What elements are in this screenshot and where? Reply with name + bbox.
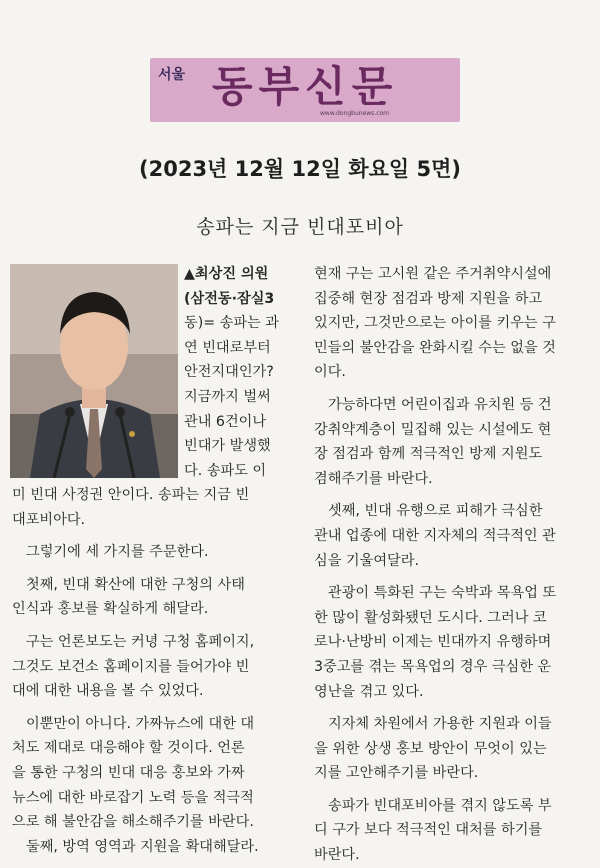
- paragraph: [314, 712, 596, 786]
- text-line: 연 빈대로부터: [184, 339, 271, 356]
- text-line: 안전지대인가?: [184, 364, 274, 381]
- text-line: 관내 6건이나: [184, 413, 267, 430]
- text-line: 강취약계층이 밀집해 있는 시설에도 현: [314, 421, 552, 438]
- text-line: 가능하다면 어린이집과 유치원 등 건: [328, 396, 552, 413]
- text-line: 한 많이 활성화됐던 도시다. 그러나 코: [314, 609, 547, 626]
- paragraph: [12, 573, 300, 622]
- masthead-url: www.dongbunews.com: [320, 110, 390, 117]
- portrait-image: [10, 264, 178, 478]
- article-headline: 송파는 지금 빈대포비아: [196, 216, 404, 238]
- text-line: (삼전동·잠실3: [184, 290, 275, 307]
- text-line: 그것도 보건소 홈페이지를 들어가야 빈: [12, 658, 250, 675]
- text-line: 3중고를 겪는 목욕업의 경우 극심한 운: [314, 658, 552, 675]
- text-line: 민들의 불안감을 완화시킬 수는 없을 것: [314, 339, 556, 356]
- text-line: 구는 언론보도는 커녕 구청 홈페이지,: [26, 633, 255, 650]
- text-line: 디 구가 보다 적극적인 대처를 하기를: [314, 822, 543, 839]
- paragraph: [314, 581, 596, 704]
- paragraph: [314, 499, 596, 573]
- text-line: 빈대가 발생했: [184, 438, 271, 455]
- paragraph: [314, 262, 596, 385]
- author-photo: [10, 264, 178, 478]
- text-line: 로나·난방비 이제는 빈대까지 유행하며: [314, 634, 552, 651]
- article-left-column: [12, 483, 300, 859]
- text-line: 대포비아다.: [12, 511, 86, 528]
- text-line: 바란다.: [314, 847, 360, 864]
- text-line: 처도 제대로 대응해야 할 것이다. 언론: [12, 740, 245, 757]
- text-line: 겸해주기를 바란다.: [314, 470, 433, 487]
- paragraph: [12, 630, 300, 704]
- text-line: 관광이 특화된 구는 숙박과 목욕업 또: [328, 585, 557, 602]
- text-line: 동)= 송파는 과: [184, 315, 279, 332]
- masthead-name: 동부신문: [212, 62, 399, 111]
- text-line: 지자체 차원에서 가용한 지원과 이들: [328, 716, 552, 733]
- paragraph: [12, 540, 300, 565]
- text-line: 이뿐만이 아니다. 가짜뉴스에 대한 대: [26, 715, 255, 732]
- text-line: 그렇기에 세 가지를 주문한다.: [26, 544, 209, 561]
- paragraph: [314, 794, 596, 868]
- article-right-column: [314, 262, 596, 868]
- text-line: 뉴스에 대한 바로잡기 노력 등을 적극적: [12, 789, 254, 806]
- article-intro-wrap: [184, 262, 296, 483]
- text-line: 둘째, 방역 영역과 지원을 확대해달라.: [26, 838, 259, 855]
- text-line: 대에 대한 내용을 볼 수 있었다.: [12, 683, 204, 700]
- text-line: 을 위한 상생 홍보 방안이 무엇이 있는: [314, 740, 547, 757]
- text-line: 다. 송파도 이: [184, 462, 267, 479]
- text-line: 미 빈대 사정권 안이다. 송파는 지금 빈: [12, 487, 250, 503]
- text-line: 현재 구는 고시원 같은 주거취약시설에: [314, 266, 552, 282]
- dateline: (2023년 12월 12일 화요일 5면): [139, 157, 461, 181]
- paragraph: [314, 393, 596, 491]
- paragraph: [12, 483, 300, 532]
- masthead-logo: [150, 58, 460, 122]
- text-line: 영난을 겪고 있다.: [314, 683, 424, 700]
- text-line: 이다.: [314, 364, 346, 381]
- text-line: 셋째, 빈대 유행으로 피해가 극심한: [328, 503, 543, 520]
- text-line: 송파가 빈대포비아를 겪지 않도록 부: [328, 797, 552, 814]
- text-line: 심을 기울여달라.: [314, 552, 419, 569]
- text-line: 지를 고안해주기를 바란다.: [314, 765, 479, 782]
- text-line: 인식과 홍보를 확실하게 해달라.: [12, 601, 209, 618]
- text-line: 장 점검과 함께 적극적인 방제 지원도: [314, 446, 543, 463]
- paragraph: [12, 712, 300, 835]
- text-line: 지금까지 벌써: [184, 388, 271, 405]
- paragraph: [12, 835, 300, 860]
- text-line: 있지만, 그것만으로는 아이를 키우는 구: [314, 315, 556, 332]
- text-line: 을 통한 구청의 빈대 대응 홍보와 가짜: [12, 764, 245, 781]
- text-line: ▲최상진 의원: [184, 266, 269, 282]
- text-line: 관내 업종에 대한 지자체의 적극적인 관: [314, 527, 556, 544]
- masthead-small-text: 서울: [158, 67, 186, 83]
- text-line: 첫째, 빈대 확산에 대한 구청의 사태: [26, 576, 245, 593]
- text-line: 집중해 현장 점검과 방제 지원을 하고: [314, 290, 543, 307]
- text-line: 으로 해 불안감을 해소해주기를 바란다.: [12, 814, 254, 831]
